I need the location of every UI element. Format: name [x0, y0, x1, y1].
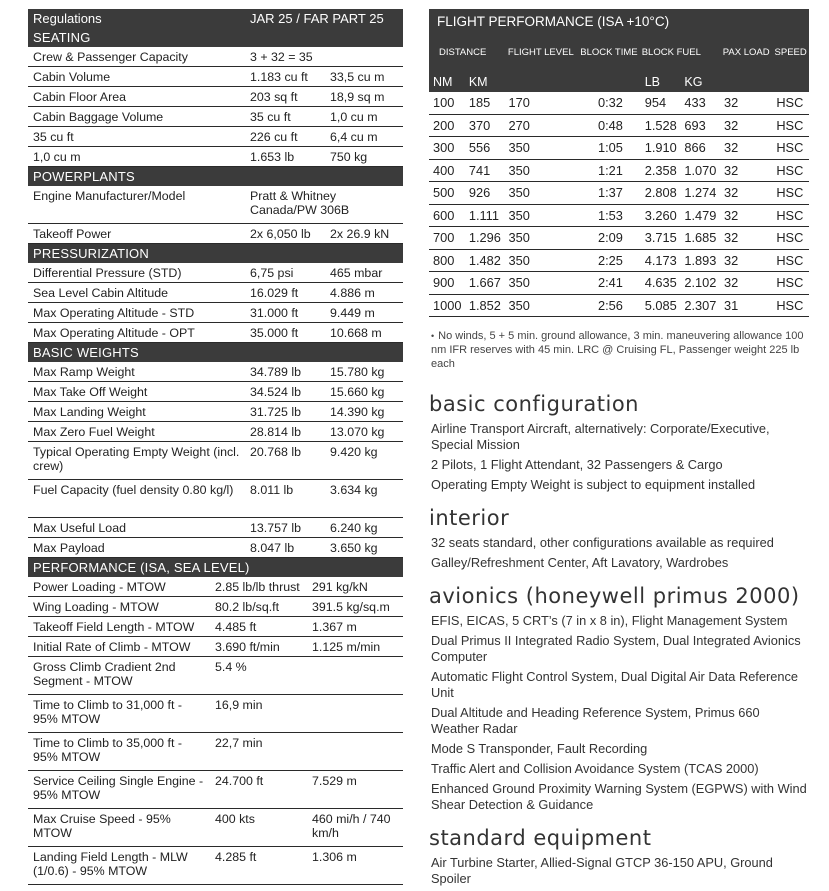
spec-value-imperial: 31.000 ft: [245, 303, 325, 323]
pressurization-section: [28, 263, 403, 343]
basic-configuration-section: [429, 393, 809, 493]
spec-value-imperial: 4.485 ft: [210, 617, 307, 637]
spec-value-metric: 6,4 cu m: [325, 127, 403, 147]
speed: HSC: [772, 227, 809, 250]
performance-table: [28, 558, 403, 885]
flight-performance-title: FLIGHT PERFORMANCE (ISA +10°C): [429, 9, 809, 33]
spec-value-metric: 1,0 cu m: [325, 107, 403, 127]
spec-value-imperial: 2.85 lb/lb thrust: [210, 577, 307, 597]
spec-row: [28, 107, 403, 127]
spec-value-metric: 6.240 kg: [325, 518, 403, 538]
list-item: Automatic Flight Control System, Dual Digital Air Data Reference Unit: [431, 669, 798, 700]
distance-km: 741: [465, 159, 505, 182]
spec-value-metric: 460 mi/h / 740 km/h: [307, 809, 403, 847]
spec-value-imperial: 13.757 lb: [245, 518, 325, 538]
spec-name: Differential Pressure (STD): [28, 263, 245, 283]
speed: HSC: [772, 159, 809, 182]
spec-row: [28, 733, 403, 771]
speed: HSC: [772, 182, 809, 205]
spec-value-metric: 18,9 sq m: [325, 87, 403, 107]
spec-name: Time to Climb to 31,000 ft - 95% MTOW: [28, 695, 210, 733]
speed: HSC: [772, 294, 809, 317]
spec-name: Typical Operating Empty Weight (incl. crew): [28, 442, 245, 480]
spec-value-imperial: 24.700 ft: [210, 771, 307, 809]
spec-value-imperial: 31.725 lb: [245, 402, 325, 422]
spec-name: Sea Level Cabin Altitude: [28, 283, 245, 303]
spec-value-imperial: 203 sq ft: [245, 87, 325, 107]
spec-row: [28, 771, 403, 809]
spec-name: Cabin Volume: [28, 67, 245, 87]
spec-name: Max Zero Fuel Weight: [28, 422, 245, 442]
basic-configuration-title: basic configuration: [429, 392, 639, 416]
table-row: [429, 159, 809, 182]
spec-value-imperial: 35.000 ft: [245, 323, 325, 343]
block-time: 1:21: [577, 159, 641, 182]
spec-value-metric: 13.070 kg: [325, 422, 403, 442]
section-title: PRESSURIZATION: [28, 244, 403, 264]
fuel-kg: 2.307: [680, 294, 720, 317]
block-time: 0:48: [577, 114, 641, 137]
list-item: Mode S Transponder, Fault Recording: [431, 741, 648, 756]
flight-performance-rows: [429, 92, 809, 317]
spec-value-metric: 1.367 m: [307, 617, 403, 637]
spec-name: Max Payload: [28, 538, 245, 558]
spec-value-imperial: 1.183 cu ft: [245, 67, 325, 87]
spec-name: Fuel Capacity (fuel density 0.80 kg/l): [28, 480, 245, 518]
interior-section: [429, 507, 809, 571]
fuel-lb: 1.528: [641, 114, 681, 137]
spec-value-metric: 33,5 cu m: [325, 67, 403, 87]
spec-value-imperial: 16.029 ft: [245, 283, 325, 303]
regulations-label: Regulations: [28, 9, 245, 28]
spec-row: [28, 362, 403, 382]
pax-load: 32: [720, 249, 772, 272]
fuel-kg: 2.102: [680, 272, 720, 295]
flight-performance-header: [429, 9, 809, 33]
spec-value-imperial: 3.690 ft/min: [210, 637, 307, 657]
spec-row: [28, 224, 403, 244]
list-item: Airline Transport Aircraft, alternatively: Corporate/Executive, Special Mission: [431, 421, 770, 452]
pax-load: 31: [720, 294, 772, 317]
spec-row: [28, 186, 403, 224]
distance-nm: 200: [429, 114, 465, 137]
fuel-kg: 433: [680, 92, 720, 114]
seating-section: [28, 47, 403, 167]
distance-nm: 600: [429, 204, 465, 227]
spec-value-metric: 15.780 kg: [325, 362, 403, 382]
interior-title: interior: [429, 506, 510, 530]
list-item: Operating Empty Weight is subject to equipment installed: [431, 477, 756, 492]
section-title: PERFORMANCE (ISA, SEA LEVEL): [28, 558, 403, 577]
spec-name: Engine Manufacturer/Model: [28, 186, 245, 224]
speed: HSC: [772, 137, 809, 160]
table-row: [429, 92, 809, 114]
speed: HSC: [772, 272, 809, 295]
pax-load: 32: [720, 227, 772, 250]
spec-name: Cabin Floor Area: [28, 87, 245, 107]
table-row: [429, 114, 809, 137]
distance-km: 1.852: [465, 294, 505, 317]
performance-section: [28, 577, 403, 885]
spec-value-metric: 9.420 kg: [325, 442, 403, 480]
fuel-kg: 1.685: [680, 227, 720, 250]
distance-km: 1.111: [465, 204, 505, 227]
spec-row: [28, 577, 403, 597]
spec-name: 1,0 cu m: [28, 147, 245, 167]
spec-row: [28, 480, 403, 518]
distance-nm: 300: [429, 137, 465, 160]
pax-load: 32: [720, 114, 772, 137]
spec-value-metric: 7.529 m: [307, 771, 403, 809]
spec-value-imperial: 6,75 psi: [245, 263, 325, 283]
spec-value-metric: 750 kg: [325, 147, 403, 167]
spec-row: [28, 695, 403, 733]
block-time: 0:32: [577, 92, 641, 114]
spec-value-metric: 391.5 kg/sq.m: [307, 597, 403, 617]
flight-level: 270: [505, 114, 578, 137]
flight-level: 350: [505, 227, 578, 250]
spec-value-metric: 1.306 m: [307, 847, 403, 885]
spec-row: [28, 87, 403, 107]
fuel-kg: 1.893: [680, 249, 720, 272]
list-item: Enhanced Ground Proximity Warning System (EGPWS) with Wind Shear Detection & Guidance: [431, 781, 807, 812]
list-item: 32 seats standard, other configurations available as required: [431, 535, 774, 550]
flight-level: 350: [505, 159, 578, 182]
section-title: BASIC WEIGHTS: [28, 343, 403, 363]
spec-value-metric: 2x 26.9 kN: [325, 224, 403, 244]
unit-km: KM: [465, 71, 505, 92]
weights-section: [28, 362, 403, 558]
table-row: [429, 182, 809, 205]
unit-row: [429, 71, 809, 92]
distance-nm: 800: [429, 249, 465, 272]
spec-name: Max Ramp Weight: [28, 362, 245, 382]
spec-row: [28, 147, 403, 167]
distance-km: 185: [465, 92, 505, 114]
regulations-row: [28, 9, 403, 28]
block-time: 2:41: [577, 272, 641, 295]
speed: HSC: [772, 204, 809, 227]
fuel-lb: 1.910: [641, 137, 681, 160]
list-item: EFIS, EICAS, 5 CRT’s (7 in x 8 in), Flight Management System: [431, 613, 788, 628]
spec-value-metric: 10.668 m: [325, 323, 403, 343]
spec-value-imperial: Pratt & Whitney Canada/PW 306B: [245, 186, 403, 224]
fuel-kg: 866: [680, 137, 720, 160]
col-pax-load: PAX LOAD: [720, 33, 772, 71]
fuel-lb: 3.260: [641, 204, 681, 227]
spec-row: [28, 323, 403, 343]
spec-value-imperial: 80.2 lb/sq.ft: [210, 597, 307, 617]
spec-name: Takeoff Field Length - MTOW: [28, 617, 210, 637]
spec-row: [28, 303, 403, 323]
section-title: SEATING: [28, 28, 403, 47]
speed: HSC: [772, 92, 809, 114]
section-header-seating: [28, 28, 403, 47]
pax-load: 32: [720, 92, 772, 114]
spec-value-metric: 291 kg/kN: [307, 577, 403, 597]
fuel-lb: 2.808: [641, 182, 681, 205]
col-speed: SPEED: [772, 33, 809, 71]
spec-row: [28, 538, 403, 558]
distance-nm: 400: [429, 159, 465, 182]
fuel-lb: 2.358: [641, 159, 681, 182]
section-header-pressurization: [28, 244, 403, 264]
fuel-lb: 4.635: [641, 272, 681, 295]
spec-name: Max Useful Load: [28, 518, 245, 538]
spec-value-imperial: 1.653 lb: [245, 147, 325, 167]
spec-name: Crew & Passenger Capacity: [28, 47, 245, 67]
fuel-kg: 1.070: [680, 159, 720, 182]
flight-note: [429, 329, 809, 371]
distance-km: 926: [465, 182, 505, 205]
spec-row: [28, 382, 403, 402]
spec-value-metric: 14.390 kg: [325, 402, 403, 422]
spec-value-metric: 4.886 m: [325, 283, 403, 303]
spec-row: [28, 47, 403, 67]
flight-level: 350: [505, 137, 578, 160]
spec-row: [28, 657, 403, 695]
flight-level: 350: [505, 182, 578, 205]
spec-value-imperial: 8.011 lb: [245, 480, 325, 518]
distance-nm: 1000: [429, 294, 465, 317]
pax-load: 32: [720, 204, 772, 227]
spec-row: [28, 263, 403, 283]
spec-name: Max Take Off Weight: [28, 382, 245, 402]
spec-value-imperial: 22,7 min: [210, 733, 403, 771]
spec-value-imperial: 20.768 lb: [245, 442, 325, 480]
table-row: [429, 137, 809, 160]
spec-name: Max Cruise Speed - 95% MTOW: [28, 809, 210, 847]
regulations-value: JAR 25 / FAR PART 25: [245, 9, 403, 28]
spec-value-imperial: 4.285 ft: [210, 847, 307, 885]
speed: HSC: [772, 114, 809, 137]
fuel-lb: 954: [641, 92, 681, 114]
flight-performance-table: [429, 9, 809, 317]
spec-row: [28, 847, 403, 885]
distance-km: 556: [465, 137, 505, 160]
list-item: Galley/Refreshment Center, Aft Lavatory, Wardrobes: [431, 555, 729, 570]
fuel-lb: 4.173: [641, 249, 681, 272]
col-distance: DISTANCE: [429, 33, 505, 71]
flight-level: 170: [505, 92, 578, 114]
pax-load: 32: [720, 272, 772, 295]
distance-km: 1.482: [465, 249, 505, 272]
col-block-time: BLOCK TIME: [577, 33, 641, 71]
spec-value-metric: 15.660 kg: [325, 382, 403, 402]
fuel-lb: 5.085: [641, 294, 681, 317]
bullet-icon: •: [431, 331, 435, 341]
distance-km: 370: [465, 114, 505, 137]
fuel-kg: 1.274: [680, 182, 720, 205]
distance-nm: 100: [429, 92, 465, 114]
avionics-title: avionics (honeywell primus 2000): [429, 584, 800, 608]
spec-name: Initial Rate of Climb - MTOW: [28, 637, 210, 657]
spec-value-metric: 465 mbar: [325, 263, 403, 283]
avionics-section: [429, 585, 809, 813]
section-header-performance: [28, 558, 403, 577]
list-item: Dual Primus II Integrated Radio System, Dual Integrated Avionics Computer: [431, 633, 801, 664]
distance-nm: 700: [429, 227, 465, 250]
section-title: POWERPLANTS: [28, 167, 403, 187]
spec-name: Wing Loading - MTOW: [28, 597, 210, 617]
spec-name: Max Operating Altitude - OPT: [28, 323, 245, 343]
flight-note-text: No winds, 5 + 5 min. ground allowance, 3 min. maneuvering allowance 100 nm IFR reserves with 45 min. LRC @ Cruising FL, Passenger weight 225 lb each: [431, 330, 804, 370]
spec-row: [28, 67, 403, 87]
pax-load: 32: [720, 159, 772, 182]
spec-row: [28, 518, 403, 538]
flight-level: 350: [505, 204, 578, 227]
info-panel: [429, 9, 809, 891]
spec-value-imperial: 28.814 lb: [245, 422, 325, 442]
block-time: 2:25: [577, 249, 641, 272]
block-time: 2:56: [577, 294, 641, 317]
table-row: [429, 227, 809, 250]
pax-load: 32: [720, 182, 772, 205]
table-row: [429, 272, 809, 295]
section-header-weights: [28, 343, 403, 363]
block-time: 2:09: [577, 227, 641, 250]
fuel-kg: 1.479: [680, 204, 720, 227]
unit-kg: KG: [680, 71, 720, 92]
section-header-powerplants: [28, 167, 403, 187]
spec-row: [28, 127, 403, 147]
pax-load: 32: [720, 137, 772, 160]
spec-value-imperial: 35 cu ft: [245, 107, 325, 127]
list-item: Dual Altitude and Heading Reference System, Primus 660 Weather Radar: [431, 705, 760, 736]
spec-value-imperial: 5.4 %: [210, 657, 403, 695]
flight-level: 350: [505, 272, 578, 295]
spec-row: [28, 422, 403, 442]
block-time: 1:05: [577, 137, 641, 160]
spec-value-metric: 9.449 m: [325, 303, 403, 323]
list-item: Traffic Alert and Collision Avoidance System (TCAS 2000): [431, 761, 759, 776]
specs-table: [28, 9, 403, 558]
spec-value-imperial: 34.524 lb: [245, 382, 325, 402]
spec-row: [28, 283, 403, 303]
flight-level: 350: [505, 249, 578, 272]
spec-name: Power Loading - MTOW: [28, 577, 210, 597]
fuel-lb: 3.715: [641, 227, 681, 250]
distance-nm: 900: [429, 272, 465, 295]
spec-value-metric: 1.125 m/min: [307, 637, 403, 657]
block-time: 1:37: [577, 182, 641, 205]
spec-name: Service Ceiling Single Engine - 95% MTOW: [28, 771, 210, 809]
spec-value-imperial: 3 + 32 = 35: [245, 47, 403, 67]
spec-value-imperial: 2x 6,050 lb: [245, 224, 325, 244]
spec-row: [28, 442, 403, 480]
spec-name: Takeoff Power: [28, 224, 245, 244]
spec-row: [28, 637, 403, 657]
list-item: 2 Pilots, 1 Flight Attendant, 32 Passengers & Cargo: [431, 457, 723, 472]
spec-value-imperial: 226 cu ft: [245, 127, 325, 147]
specs-panel: [28, 9, 403, 885]
spec-name: Landing Field Length - MLW (1/0.6) - 95% MTOW: [28, 847, 210, 885]
spec-row: [28, 617, 403, 637]
spec-value-imperial: 400 kts: [210, 809, 307, 847]
table-row: [429, 249, 809, 272]
speed: HSC: [772, 249, 809, 272]
spec-row: [28, 809, 403, 847]
spec-name: Cabin Baggage Volume: [28, 107, 245, 127]
spec-name: Time to Climb to 35,000 ft - 95% MTOW: [28, 733, 210, 771]
spec-name: 35 cu ft: [28, 127, 245, 147]
distance-km: 1.296: [465, 227, 505, 250]
spec-row: [28, 402, 403, 422]
unit-nm: NM: [429, 71, 465, 92]
col-flight-level: FLIGHT LEVEL: [505, 33, 578, 71]
column-headers: [429, 33, 809, 71]
col-block-fuel: BLOCK FUEL: [641, 33, 720, 71]
block-time: 1:53: [577, 204, 641, 227]
unit-lb: LB: [641, 71, 681, 92]
standard-equipment-title: standard equipment: [429, 826, 652, 850]
distance-nm: 500: [429, 182, 465, 205]
spec-name: Gross Climb Cradient 2nd Segment - MTOW: [28, 657, 210, 695]
table-row: [429, 294, 809, 317]
distance-km: 1.667: [465, 272, 505, 295]
spec-value-metric: 3.650 kg: [325, 538, 403, 558]
spec-value-metric: 3.634 kg: [325, 480, 403, 518]
spec-row: [28, 597, 403, 617]
spec-name: Max Operating Altitude - STD: [28, 303, 245, 323]
standard-equipment-section: [429, 827, 809, 887]
fuel-kg: 693: [680, 114, 720, 137]
flight-level: 350: [505, 294, 578, 317]
spec-name: Max Landing Weight: [28, 402, 245, 422]
list-item: Air Turbine Starter, Allied-Signal GTCP 36-150 APU, Ground Spoiler: [431, 855, 773, 886]
spec-value-imperial: 34.789 lb: [245, 362, 325, 382]
spec-value-imperial: 16,9 min: [210, 695, 403, 733]
table-row: [429, 204, 809, 227]
powerplants-section: [28, 186, 403, 244]
spec-value-imperial: 8.047 lb: [245, 538, 325, 558]
